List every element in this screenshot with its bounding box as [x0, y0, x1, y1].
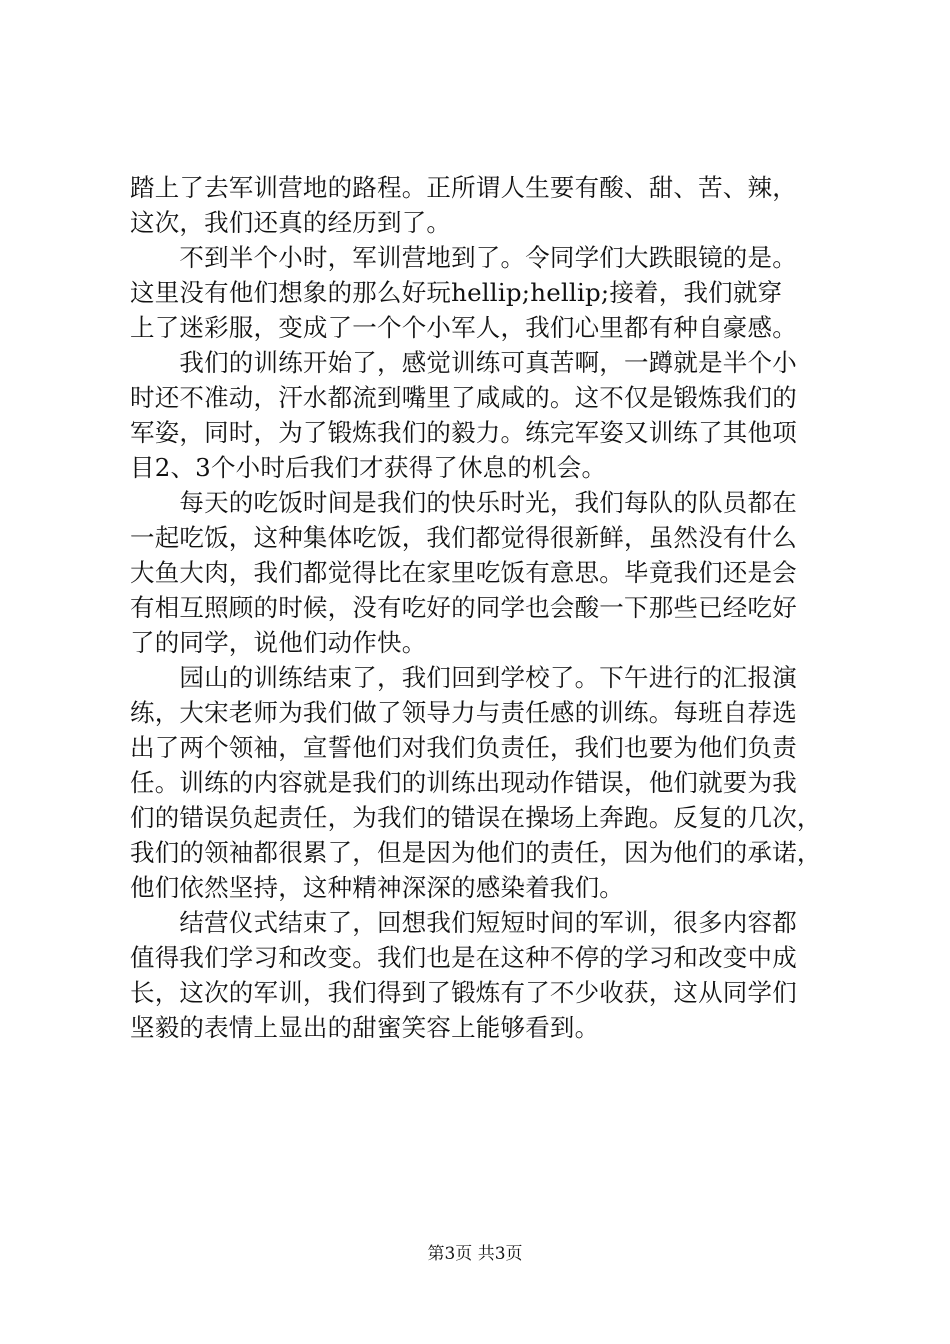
text-line: 有相互照顾的时候，没有吃好的同学也会酸一下那些已经吃好 — [130, 593, 797, 622]
text-line: 长，这次的军训，我们得到了锻炼有了不少收获，这从同学们 — [130, 978, 797, 1007]
text-line: 练，大宋老师为我们做了领导力与责任感的训练。每班自荐选 — [130, 698, 797, 727]
text-line: 我们的训练开始了，感觉训练可真苦啊，一蹲就是半个小 — [130, 348, 797, 377]
text-line: 一起吃饭，这种集体吃饭，我们都觉得很新鲜，虽然没有什么 — [130, 523, 797, 552]
text-line: 这里没有他们想象的那么好玩hellip;hellip;接着，我们就穿 — [130, 278, 783, 307]
page-number: 第3页 共3页 — [427, 1244, 523, 1264]
text-line: 目2、3个小时后我们才获得了休息的机会。 — [130, 453, 607, 482]
text-line: 大鱼大肉，我们都觉得比在家里吃饭有意思。毕竟我们还是会 — [130, 558, 797, 587]
text-line: 上了迷彩服，变成了一个个小军人，我们心里都有种自豪感。 — [130, 313, 797, 342]
text-line: 这次，我们还真的经历到了。 — [130, 208, 452, 237]
page-footer — [0, 1244, 950, 1264]
text-line: 他们依然坚持，这种精神深深的感染着我们。 — [130, 873, 624, 902]
text-line: 们的错误负起责任，为我们的错误在操场上奔跑。反复的几次， — [130, 803, 822, 832]
text-line: 园山的训练结束了，我们回到学校了。下午进行的汇报演 — [130, 663, 797, 692]
text-line: 坚毅的表情上显出的甜蜜笑容上能够看到。 — [130, 1013, 600, 1042]
text-line: 军姿，同时，为了锻炼我们的毅力。练完军姿又训练了其他项 — [130, 418, 797, 447]
text-line: 踏上了去军训营地的路程。正所谓人生要有酸、甜、苦、辣， — [130, 173, 797, 202]
text-line: 值得我们学习和改变。我们也是在这种不停的学习和改变中成 — [130, 943, 797, 972]
text-line: 每天的吃饭时间是我们的快乐时光，我们每队的队员都在 — [130, 488, 797, 517]
text-line: 任。训练的内容就是我们的训练出现动作错误，他们就要为我 — [130, 768, 797, 797]
text-line: 时还不准动，汗水都流到嘴里了咸咸的。这不仅是锻炼我们的 — [130, 383, 797, 412]
text-line: 我们的领袖都很累了，但是因为他们的责任，因为他们的承诺， — [130, 838, 822, 867]
body-text — [130, 170, 830, 1045]
text-line: 不到半个小时，军训营地到了。令同学们大跌眼镜的是。 — [130, 243, 797, 272]
text-line: 了的同学，说他们动作快。 — [130, 628, 427, 657]
text-line: 结营仪式结束了，回想我们短短时间的军训，很多内容都 — [130, 908, 797, 937]
text-line: 出了两个领袖，宣誓他们对我们负责任，我们也要为他们负责 — [130, 733, 797, 762]
